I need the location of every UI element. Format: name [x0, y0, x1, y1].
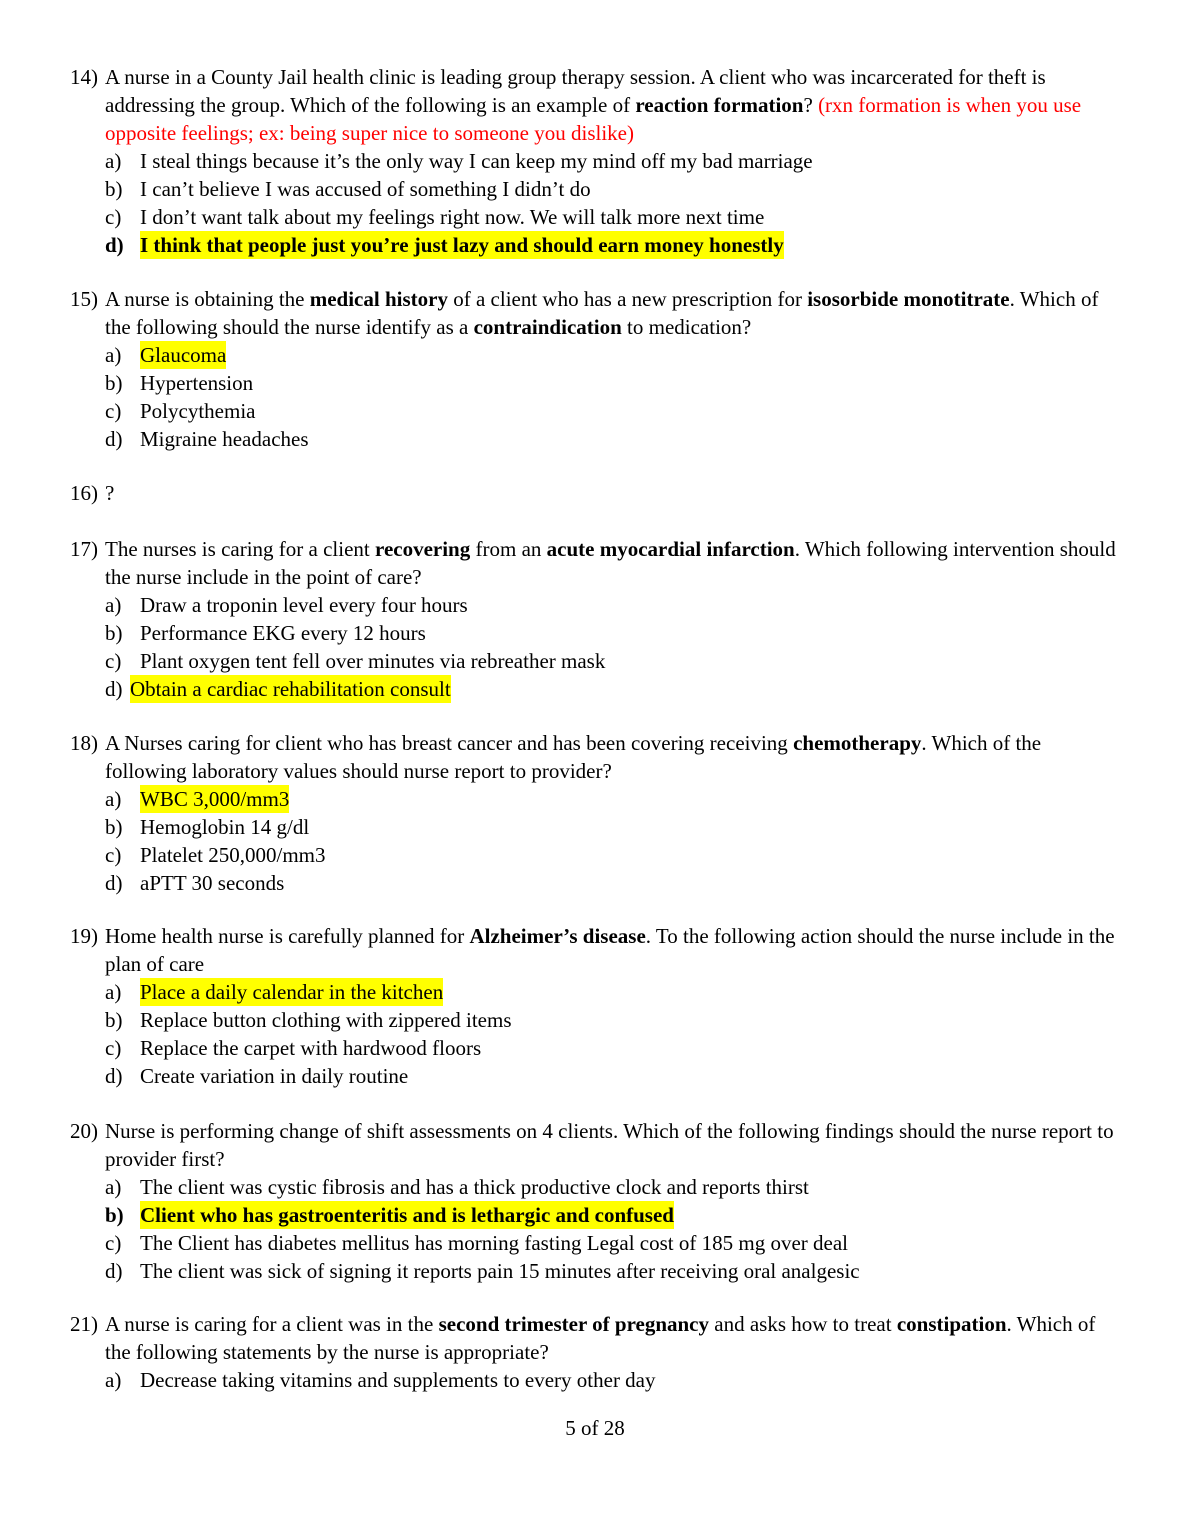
option-letter: a) — [105, 149, 122, 173]
answer-option — [105, 147, 1120, 175]
stem-text: Nurse is performing change of shift assessments on 4 clients. Which of the following findings should the nurse report to provider first? — [105, 1119, 1114, 1171]
question-number: 20) — [70, 1119, 98, 1143]
question-2 — [70, 479, 1120, 507]
option-text: Hypertension — [140, 371, 254, 395]
question-3 — [70, 535, 1120, 703]
answer-options — [105, 978, 1120, 1090]
answer-option — [105, 1173, 1120, 1201]
option-text: aPTT 30 seconds — [140, 871, 285, 895]
answer-option-correct — [105, 978, 1120, 1006]
question-4 — [70, 729, 1120, 897]
answer-option — [105, 1034, 1120, 1062]
answer-option-correct — [105, 1201, 1120, 1229]
stem-text: from an — [470, 537, 547, 561]
stem-text: . To the following action should the nurse include in the plan of care — [105, 924, 1115, 976]
bold-term: reaction formation — [635, 93, 804, 117]
answer-options — [105, 1366, 1120, 1394]
annotation-note: (rxn formation is when you use opposite feelings; ex: being super nice to someone you dislike) — [105, 93, 1082, 145]
page-number: 5 of 28 — [565, 1416, 625, 1440]
option-letter: a) — [105, 1368, 122, 1392]
option-text: I can’t believe I was accused of something I didn’t do — [140, 177, 591, 201]
question-number: 18) — [70, 731, 98, 755]
question-number: 17) — [70, 537, 98, 561]
bold-term: medical history — [309, 287, 448, 311]
bold-term: contraindication — [473, 315, 622, 339]
question-0 — [70, 63, 1120, 259]
answer-options — [105, 341, 1120, 453]
stem-text: . Which of the following should the nurse identify as a — [105, 287, 1099, 339]
option-text: The client was cystic fibrosis and has a thick productive clock and reports thirst — [140, 1175, 809, 1199]
stem-text: . Which of the following statements by the nurse is appropriate? — [105, 1312, 1096, 1364]
bold-term: isosorbide monotitrate — [807, 287, 1010, 311]
question-stem — [105, 285, 1120, 341]
option-text: Decrease taking vitamins and supplements to every other day — [140, 1368, 656, 1392]
option-text: The client was sick of signing it reports pain 15 minutes after receiving oral analgesic — [140, 1259, 860, 1283]
stem-text: ? — [105, 481, 115, 505]
bold-term: constipation — [896, 1312, 1007, 1336]
answer-option — [105, 647, 1120, 675]
answer-option — [105, 591, 1120, 619]
question-stem — [105, 535, 1120, 591]
stem-text: and asks how to treat — [709, 1312, 897, 1336]
question-stem — [105, 922, 1120, 978]
highlighted-answer-text: I think that people just you’re just lazy and should earn money honestly — [140, 233, 784, 257]
option-letter: d) — [105, 871, 123, 895]
answer-option — [105, 369, 1120, 397]
stem-text: The nurses is caring for a client — [105, 537, 375, 561]
answer-option — [105, 1062, 1120, 1090]
option-text: Plant oxygen tent fell over minutes via rebreather mask — [140, 649, 606, 673]
option-letter: d) — [105, 233, 124, 257]
answer-option — [105, 175, 1120, 203]
option-letter: b) — [105, 371, 123, 395]
bold-term: acute myocardial infarction — [546, 537, 795, 561]
stem-text: A nurse is obtaining the — [105, 287, 310, 311]
question-stem — [105, 729, 1120, 785]
option-letter: c) — [105, 205, 122, 229]
option-letter: c) — [105, 1036, 122, 1060]
bold-term: Alzheimer’s disease — [469, 924, 646, 948]
question-stem — [105, 1310, 1120, 1366]
stem-text: of a client who has a new prescription for — [447, 287, 808, 311]
stem-text: A Nurses caring for client who has breast cancer and has been covering receiving — [105, 731, 794, 755]
answer-options — [105, 147, 1120, 259]
option-letter: a) — [105, 787, 122, 811]
option-letter: d) — [105, 677, 123, 701]
question-stem — [105, 63, 1120, 147]
option-letter: b) — [105, 815, 123, 839]
option-letter: c) — [105, 399, 122, 423]
stem-text: . Which of the following laboratory values should nurse report to provider? — [105, 731, 1042, 783]
stem-text: A nurse in a County Jail health clinic is leading group therapy session. A client who was incarcerated for theft is addressing the group. Which of the following is an example of — [105, 65, 1046, 117]
answer-option — [105, 1257, 1120, 1285]
option-letter: b) — [105, 1008, 123, 1032]
option-letter: c) — [105, 1231, 122, 1255]
question-stem — [105, 1117, 1120, 1173]
answer-option — [105, 203, 1120, 231]
option-text: Replace button clothing with zippered items — [140, 1008, 512, 1032]
highlighted-answer-text: Client who has gastroenteritis and is lethargic and confused — [140, 1203, 674, 1227]
option-letter: a) — [105, 980, 122, 1004]
stem-text: . Which following intervention should the nurse include in the point of care? — [105, 537, 1116, 589]
bold-term: recovering — [375, 537, 471, 561]
answer-option — [105, 869, 1120, 897]
question-5 — [70, 922, 1120, 1090]
answer-options — [105, 785, 1120, 897]
option-letter: d) — [105, 1064, 123, 1088]
question-6 — [70, 1117, 1120, 1285]
option-text: Replace the carpet with hardwood floors — [140, 1036, 482, 1060]
answer-option-correct — [105, 341, 1120, 369]
stem-text: Home health nurse is carefully planned for — [105, 924, 470, 948]
option-letter: d) — [105, 427, 123, 451]
option-text: Polycythemia — [140, 399, 256, 423]
answer-option — [105, 425, 1120, 453]
option-text: Platelet 250,000/mm3 — [140, 843, 326, 867]
answer-option — [105, 1366, 1120, 1394]
bold-term: second trimester of pregnancy — [438, 1312, 710, 1336]
option-letter: b) — [105, 1203, 124, 1227]
answer-option — [105, 619, 1120, 647]
question-number: 14) — [70, 65, 98, 89]
highlighted-answer-text: Place a daily calendar in the kitchen — [140, 980, 444, 1004]
option-text: Draw a troponin level every four hours — [140, 593, 468, 617]
bold-term: chemotherapy — [793, 731, 922, 755]
highlighted-answer-text: WBC 3,000/mm3 — [140, 787, 290, 811]
option-text: Migraine headaches — [140, 427, 309, 451]
option-letter: b) — [105, 177, 123, 201]
option-letter: a) — [105, 1175, 122, 1199]
answer-option — [105, 813, 1120, 841]
option-text: I steal things because it’s the only way I can keep my mind off my bad marriage — [140, 149, 813, 173]
highlighted-answer-text: Obtain a cardiac rehabilitation consult — [130, 677, 451, 701]
answer-options — [105, 591, 1120, 703]
question-number: 16) — [70, 481, 98, 505]
answer-option-correct — [105, 675, 1120, 703]
stem-text: ? — [803, 93, 819, 117]
question-number: 19) — [70, 924, 98, 948]
stem-text: to medication? — [621, 315, 752, 339]
answer-option — [105, 1006, 1120, 1034]
answer-option — [105, 1229, 1120, 1257]
option-text: The Client has diabetes mellitus has morning fasting Legal cost of 185 mg over deal — [140, 1231, 849, 1255]
question-7 — [70, 1310, 1120, 1394]
answer-option — [105, 397, 1120, 425]
question-1 — [70, 285, 1120, 453]
highlighted-answer-text: Glaucoma — [140, 343, 227, 367]
stem-text: A nurse is caring for a client was in the — [105, 1312, 439, 1336]
option-letter: a) — [105, 593, 122, 617]
option-text: Hemoglobin 14 g/dl — [140, 815, 310, 839]
question-number: 15) — [70, 287, 98, 311]
option-text: I don’t want talk about my feelings right now. We will talk more next time — [140, 205, 765, 229]
option-letter: c) — [105, 649, 122, 673]
option-text: Create variation in daily routine — [140, 1064, 409, 1088]
option-text: Performance EKG every 12 hours — [140, 621, 426, 645]
answer-option — [105, 841, 1120, 869]
question-stem — [105, 479, 1120, 507]
option-letter: b) — [105, 621, 123, 645]
option-letter: c) — [105, 843, 122, 867]
option-letter: a) — [105, 343, 122, 367]
option-letter: d) — [105, 1259, 123, 1283]
answer-option-correct — [105, 785, 1120, 813]
question-number: 21) — [70, 1312, 98, 1336]
answer-options — [105, 1173, 1120, 1285]
answer-option-correct — [105, 231, 1120, 259]
